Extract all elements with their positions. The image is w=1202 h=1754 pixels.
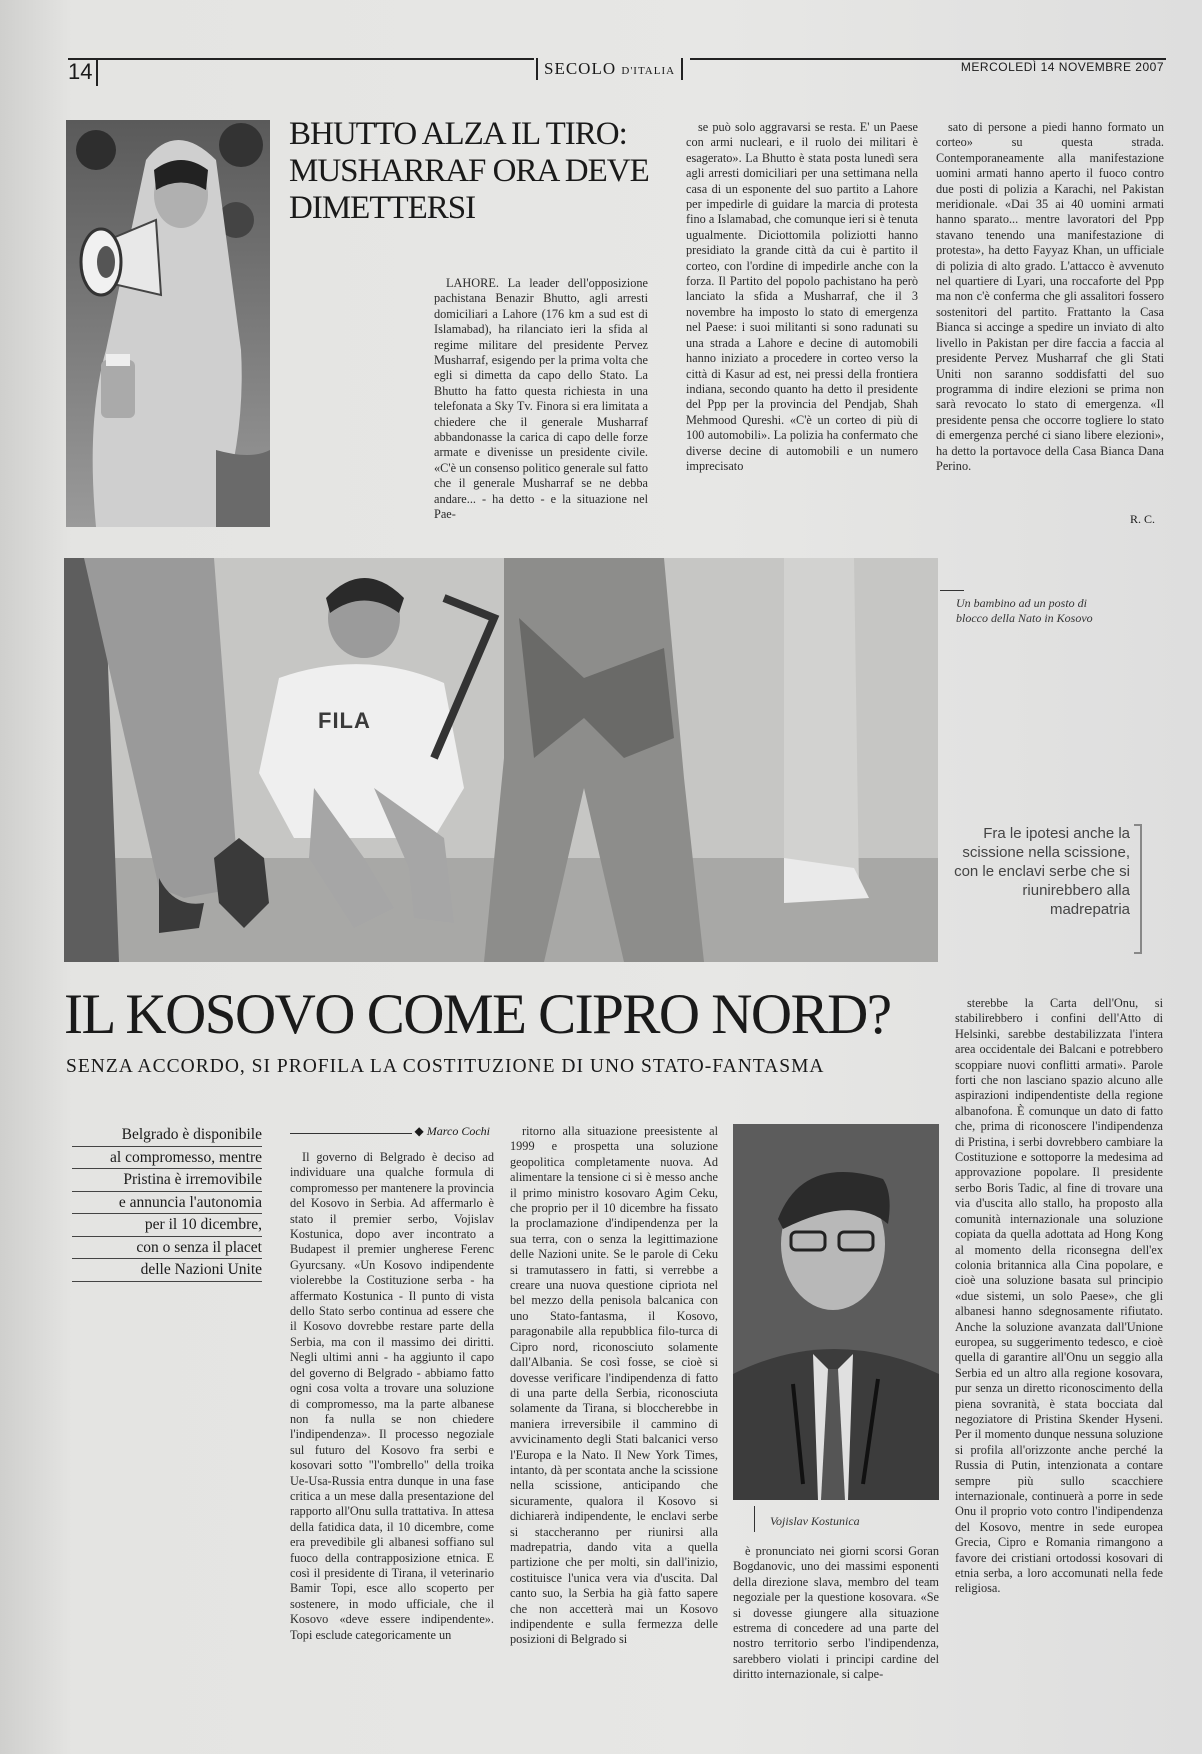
- bhutto-col-1-text: LAHORE. La leader dell'opposizione pachistana Benazir Bhutto, agli arresti domiciliari a Lahore (176 km a sud est di Islamabad), ha rilanciato ieri la sfida al regime militare del presidente Pervez Musharraf, esigendo per la prima volta che egli si dimetta da capo dello Stato. La Bhutto ha fatto questa richiesta in una telefonata a Sky Tv. Finora si era limitata a chiedere che il generale Musharraf abbandonasse la carica di capo delle forze armate e divenisse un presidente civile. «C'è un consenso politico generale sul fatto che il generale Musharraf se ne debba andare... - ha detto - e la situazione nel Pae-: [434, 276, 648, 522]
- bhutto-col-3-text: sato di persone a piedi hanno formato un corteo» su questa strada. Contemporaneamente alla manifestazione uomini armati hanno aperto il fuoco contro due posti di polizia a Karachi, nel Pakistan meridionale. «Dai 35 ai 40 uomini armati hanno sparato... mentre lavoratori del Ppp stavano tenendo una manifestazione di protesta», ha detto Fayyaz Khan, un ufficiale di polizia di alto grado. L'attacco è avvenuto nel quartiere di Lyari, una roccaforte del Ppp ma non c'è conferma che gli assalitori fossero sostenitori del partito. Frattanto la Casa Bianca si accinge a spedire un inviato di alto livello in Pakistan per dire faccia a faccia al presidente Pervez Musharraf che gli Stati Uniti non saranno soddisfatti del suo programma di indire elezioni se prima non sarà revocato lo stato di emergenza. «Il presidente pensa che occorre togliere lo stato di emergenza perché ci siano libere elezioni», ha detto la portavoce della Casa Bianca Dana Perino.: [936, 120, 1164, 473]
- caption-rule: [940, 590, 964, 591]
- bhutto-col-2-text: se può solo aggravarsi se resta. E' un Paese con armi nucleari, e il ruolo dei militari è esagerato». La Bhutto è stata posta lunedì sera agli arresti domiciliari per una settimana nella casa di un esponente del suo partito a Lahore per impedirle di guidare la marcia di protesta fino a Islamabad, che comunque ieri si è tenuta ugualmente. Diciottomila poliziotti hanno presidiato la grande città da cui è partito il corteo, con l'ordine di impedirle anche con la forza. Il Partito del popolo pachistano ha però lanciato la sfida a Musharraf, che il 3 novembre ha imposto lo stato di emergenza nel Paese: i suoi militanti si sono radunati su una strada a Lahore e decine di automobili hanno iniziato a procedere in corteo verso la città di Kasur ad est, nei pressi della frontiera indiana, secondo quanto ha detto il presidente del Ppp per la provincia del Pendjab, Shah Mehmood Qureshi. «C'è un corteo di più di 100 automobili». La polizia ha confermato che diverse decine di automobili e un numero imprecisato: [686, 120, 918, 473]
- kostunica-caption: Vojislav Kostunica: [770, 1514, 860, 1528]
- kosovo-col-4-text: sterebbe la Carta dell'Onu, si stabilirebbero i confini dell'Atto di Helsinki, sarebbe destabilizzata l'intera area occidentale dei Balcani e potrebbero scoppiare nuovi conflitti armati». Parole forti che non lasciano spazio alcuno alle aspirazioni indipendentiste della regione albanofona. È comunque un dato di fatto che, prima di riconoscere l'indipendenza di Pristina, i serbi dovrebbero cambiare la Costituzione e sottoporre la medesima ad approvazione popolare. Il presidente serbo Boris Tadic, al fine di trovare una via d'uscita allo stallo, ha proposto alla comunità internazionale una soluzione copiata da quella adottata ad Hong Kong al momento della riconsegna dell'ex colonia britannica alla Cina popolare, e cioè una soluzione basata sul principio «due sistemi, un solo Paese», che gli albanesi hanno sdegnosamente rifiutato. Anche la soluzione avanzata dall'Unione europea, su suggerimento tedesco, e cioè quella di garantire all'Onu un seggio alla Serbia ed un altro alla regione kosovara, pur senza un diretto riconoscimento della piena sovranità, è stata bocciata dal negoziatore di Pristina Skender Hyseni. Per il momento dunque nessuna soluzione si profila all'orizzonte anche perché la Russia di Putin, intenzionata a contare sempre più sullo scacchiere internazionale, continuerà a porre in sede Onu il proprio voto contro l'indipendenza del Kosovo, mentre in sede europea Grecia, Cipro e Romania rimangono a favore dei cristiani ortodossi kosovari di etnia serba, a loro accomunati nella fede religiosa.: [955, 996, 1163, 1596]
- kosovo-col-3-text: è pronunciato nei giorni scorsi Goran Bogdanovic, uno dei massimi esponenti della direzione slava, membro del team negoziale per la questione kosovara. «Se si dovesse giungere alla situazione estrema di concedere ad una parte del nostro territorio serbo l'indipendenza, sarebbero violati i principi cardine del diritto internazionale, si calpe-: [733, 1544, 939, 1682]
- kosovo-sidebar: [72, 1124, 262, 1282]
- sidebar-line: Pristina è irremovibile: [72, 1169, 262, 1192]
- kostunica-illustration: [733, 1124, 939, 1500]
- bhutto-photo: [66, 120, 270, 527]
- byline-bullet: ◆: [414, 1124, 427, 1138]
- sidebar-line: delle Nazioni Unite: [72, 1259, 262, 1282]
- sidebar-line: e annuncia l'autonomia: [72, 1192, 262, 1215]
- masthead: [536, 58, 683, 80]
- bhutto-headline: BHUTTO ALZA IL TIRO: MUSHARRAF ORA DEVE DIMETTERSI: [289, 116, 649, 226]
- shirt-text: FILA: [318, 708, 371, 733]
- pullquote: Fra le ipotesi anche la scissione nella scissione, con le enclavi serbe che si riunirebbero alla madrepatria: [954, 825, 1130, 918]
- bhutto-col-2: [686, 120, 918, 530]
- kosovo-boy-photo: [64, 558, 938, 962]
- bhutto-signature: R. C.: [1130, 512, 1156, 526]
- kostunica-photo: [733, 1124, 939, 1500]
- kosovo-boy-illustration: [64, 558, 938, 962]
- kosovo-headline: IL KOSOVO COME CIPRO NORD?: [64, 983, 891, 1046]
- header-rule-left: [68, 58, 534, 60]
- bhutto-col-3: [936, 120, 1164, 512]
- byline-name: Marco Cochi: [426, 1124, 490, 1138]
- masthead-title: SECOLO: [544, 59, 617, 78]
- pullquote-bracket: [1134, 824, 1142, 954]
- kosovo-col-2: [510, 1124, 718, 1730]
- kosovo-col-2-text: ritorno alla situazione preesistente al 1999 e prospetta una soluzione geopolitica completamente nuova. Ad alimentare la tensione ci si è messo anche il primo ministro kosovaro Agim Ceku, che proprio per il 10 dicembre ha fissato la proclamazione d'indipendenza per la sua terra, con o senza la legittimazione delle Nazioni unite. Se le parole di Ceku si tramutassero in fatti, si verrebbe a creare una nuova questione cipriota nel bel mezzo della penisola balcanica con uno Stato-fantasma, il Kosovo, paragonabile alla repubblica filo-turca di Cipro nord, riconosciuto solamente dall'Albania. Se così fosse, se cioè si dovesse verificare l'indipendenza di fatto di una parte della Serbia, riconosciuta solamente da Tirana, si bloccherebbe in maniera irreversibile il cammino di avvicinamento degli Stati balcanici verso l'Europa e la Nato. Il New York Times, intanto, dà per scontata anche la scissione nella scissione, anticipando che sicuramente, qualora il Kosovo si dichiarerà indipendente, le enclavi serbe si staccheranno per riunirsi alla madrepatria, dando vita a quella partizione che per molti, sin dall'inizio, costituisce l'unica vera via d'uscita. Dal canto suo, la Serbia ha già fatto sapere che non accetterà mai un Kosovo indipendente e sulla fermezza delle posizioni di Belgrado si: [510, 1124, 718, 1647]
- kosovo-col-1-text: Il governo di Belgrado è deciso ad individuare una qualche formula di compromesso per mantenere la provincia del Kosovo in Serbia. Ad affermarlo è stato il premier serbo, Vojislav Kostunica, dopo aver incontrato a Budapest il premier ungherese Ferenc Gyurcsany. «Un Kosovo indipendente violerebbe la Costituzione serba - ha affermato Kostunica - Il punto di vista dello Stato serbo continua ad essere che il Kosovo dovrebbe restare parte della Serbia, ma con il massimo dei diritti. Negli ultimi anni - ha aggiunto il capo del governo di Belgrado - abbiamo fatto ogni cosa volta a trovare una soluzione di compromesso, ma la parte albanese non fa nulla se non chiedere l'indipendenza». Il processo negoziale sul futuro del Kosovo fra serbi e kosovari sotto "l'ombrello" della troika Ue-Usa-Russia entra dunque in una fase critica a un mese dalla presentazione del rapporto all'Onu sulla trattativa. In attesa della fatidica data, il 10 dicembre, come era prevedibile gli albanesi soffiano sul fuoco della contrapposizione etnica. E così il presidente di Tirana, il veterinario Bamir Topi, esce allo scoperto per sostenere, in modo ufficiale, che il Kosovo «deve essere indipendente». Topi esclude categoricamente un: [290, 1150, 494, 1642]
- kosovo-col-3: [733, 1544, 939, 1730]
- boy-photo-caption: Un bambino ad un posto di blocco della Nato in Kosovo: [956, 596, 1093, 625]
- masthead-suffix: D'ITALIA: [621, 65, 676, 77]
- sidebar-line: per il 10 dicembre,: [72, 1214, 262, 1237]
- sidebar-line: al compromesso, mentre: [72, 1147, 262, 1170]
- bhutto-photo-illustration: [66, 120, 270, 527]
- kosovo-byline: [290, 1124, 490, 1139]
- page-number: 14: [68, 58, 98, 86]
- kosovo-col-1: [290, 1150, 494, 1730]
- photo-caption-rule: [754, 1506, 755, 1532]
- bhutto-col-1: [434, 276, 648, 526]
- kosovo-deck: SENZA ACCORDO, SI PROFILA LA COSTITUZIONE DI UNO STATO-FANTASMA: [66, 1056, 825, 1077]
- issue-date: MERCOLEDÌ 14 NOVEMBRE 2007: [960, 60, 1164, 74]
- kosovo-col-4: [955, 996, 1163, 1730]
- sidebar-line: Belgrado è disponibile: [72, 1124, 262, 1147]
- sidebar-line: con o senza il placet: [72, 1237, 262, 1260]
